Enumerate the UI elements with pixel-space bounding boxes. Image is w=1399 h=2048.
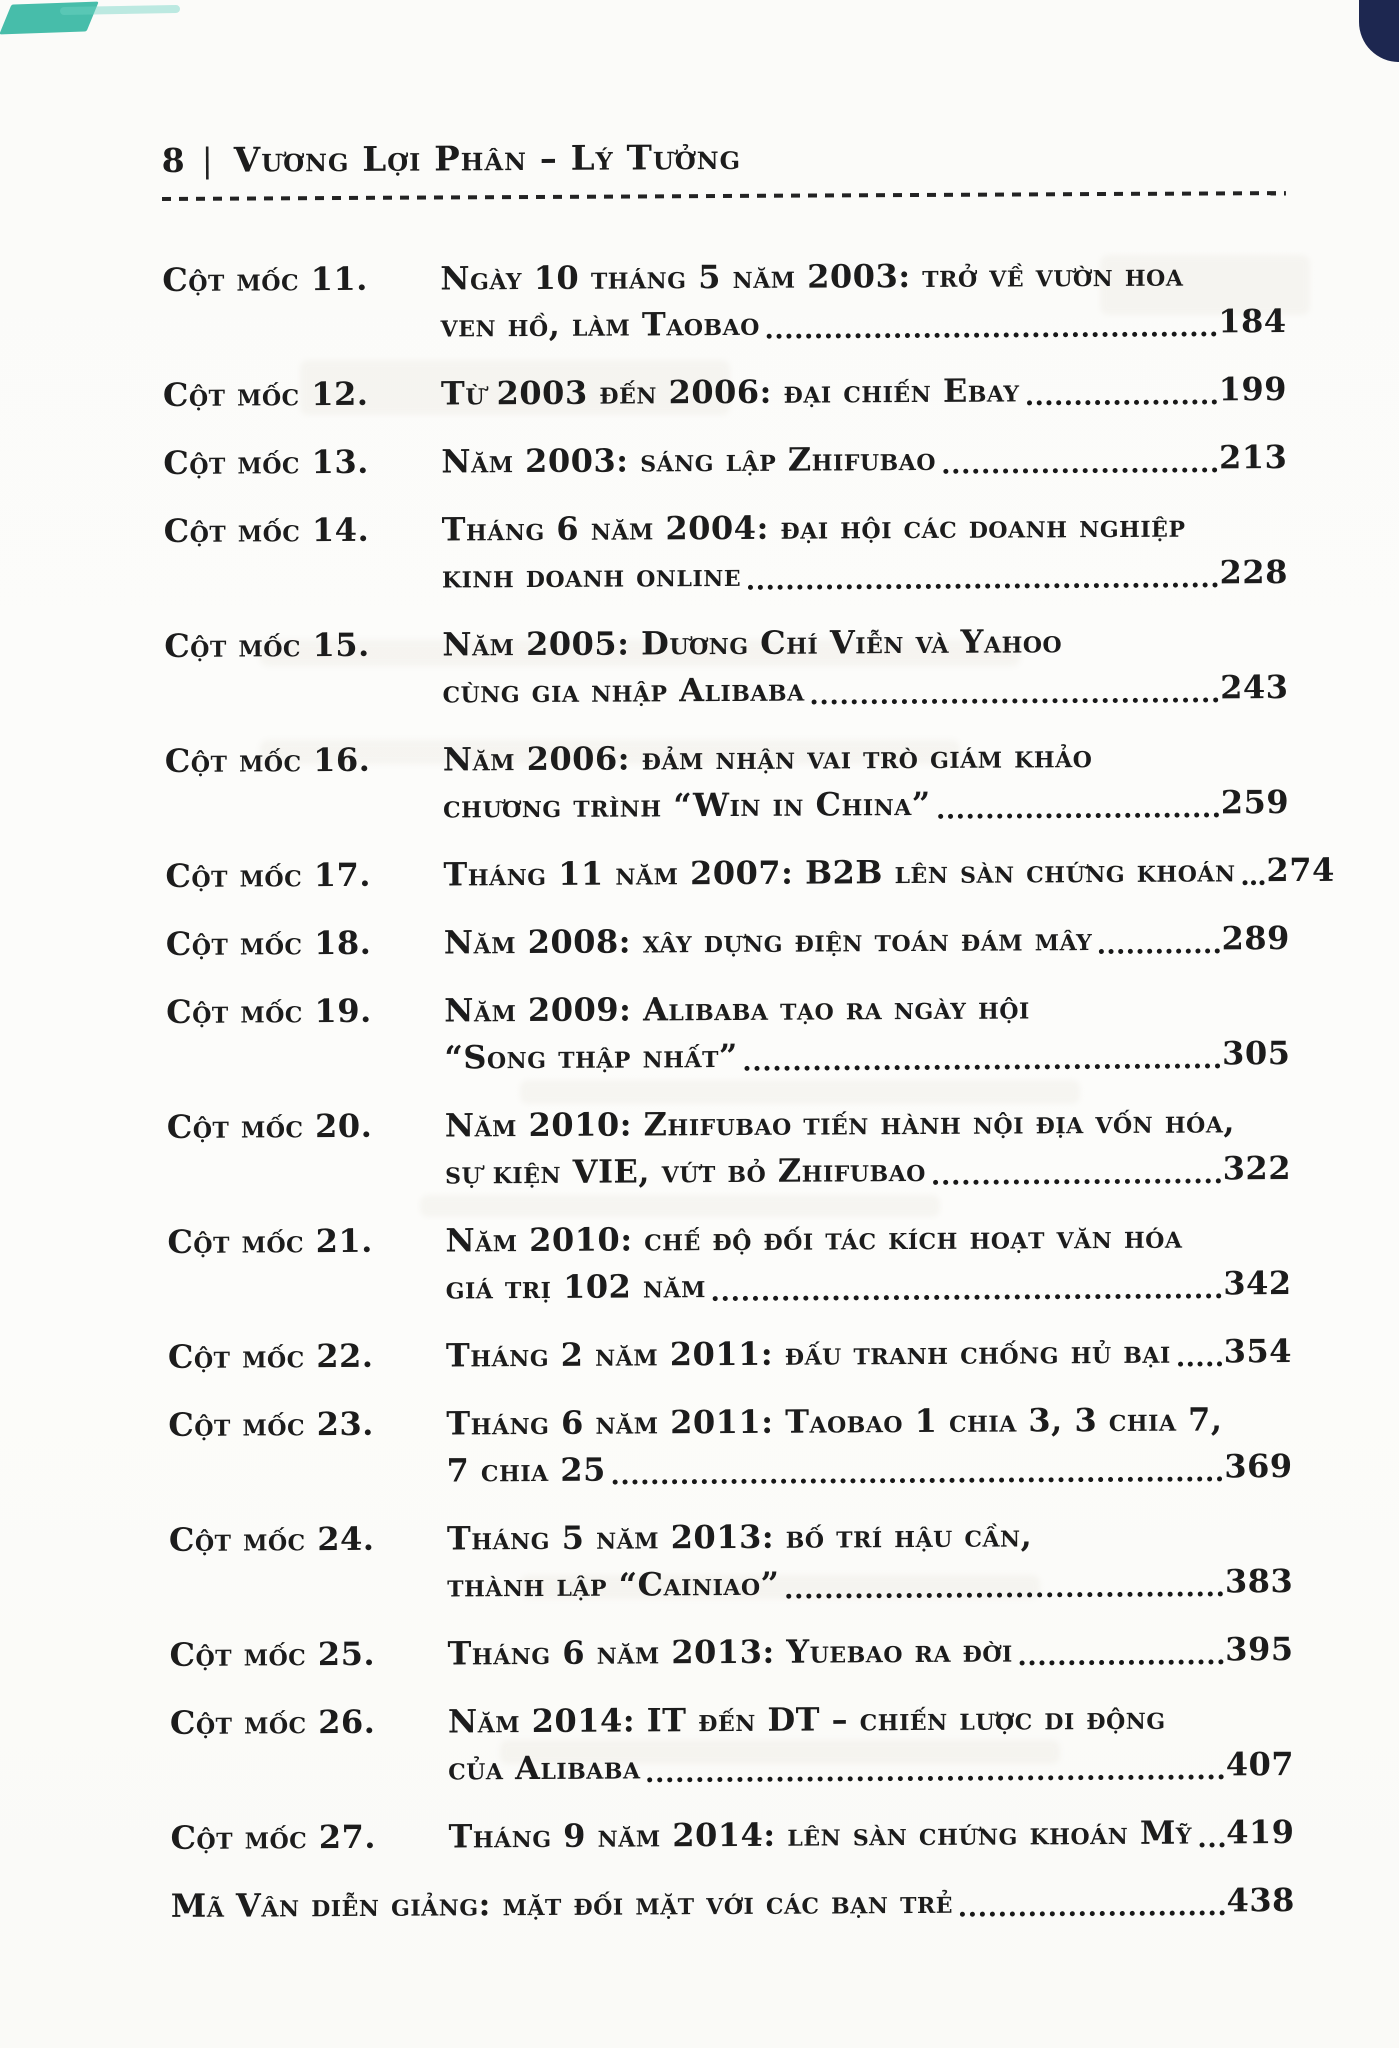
toc-entry-line	[447, 1558, 1293, 1609]
toc-entry-body	[445, 1098, 1291, 1196]
toc-entry-title: sự kiện VIE, vứt bỏ Zhifubao	[444, 1150, 926, 1192]
dot-leader	[1020, 1626, 1224, 1665]
table-of-contents	[162, 251, 1335, 1930]
toc-entry-page: 259	[1220, 783, 1290, 822]
toc-entry-page: 184	[1218, 302, 1287, 341]
toc-entry-title: chương trình “Win in China”	[443, 784, 931, 826]
toc-entry-label: Cột mốc 20.	[166, 1106, 373, 1146]
toc-entry-line	[448, 1741, 1294, 1792]
toc-entry-title: Tháng 6 năm 2004: đại hội các doanh nghiệp	[441, 506, 1186, 549]
toc-entry-title: “Song thập nhất”	[444, 1036, 738, 1077]
toc-entry-label: Cột mốc 18.	[165, 923, 372, 963]
toc-entry-page: 199	[1218, 370, 1288, 409]
toc-entry	[168, 1396, 1292, 1496]
toc-entry-page: 322	[1222, 1149, 1292, 1188]
toc-entry-title: Năm 2014: IT đến DT – chiến lược di động	[447, 1698, 1166, 1741]
toc-entry-page: 383	[1224, 1562, 1294, 1601]
toc-entry-page: 419	[1226, 1813, 1295, 1852]
toc-entry-label: Cột mốc 25.	[169, 1634, 376, 1674]
toc-entry	[165, 847, 1335, 900]
toc-entry-page: 342	[1223, 1264, 1292, 1303]
dot-leader	[713, 1260, 1222, 1301]
toc-entry	[166, 983, 1290, 1083]
toc-entry	[169, 1511, 1293, 1611]
toc-entry	[163, 366, 1287, 419]
toc-entry-line	[448, 1809, 1294, 1860]
toc-entry-page: 213	[1218, 438, 1288, 477]
toc-entry-label: Cột mốc 15.	[164, 625, 370, 665]
dot-leader	[938, 779, 1219, 818]
toc-entry-label: Cột mốc 22.	[167, 1336, 374, 1376]
toc-entry-title: Từ 2003 đến 2006: đại chiến Ebay	[440, 371, 1020, 413]
toc-entry-label: Cột mốc 12.	[162, 374, 369, 414]
dot-leader	[786, 1558, 1223, 1598]
toc-entry-line	[442, 664, 1288, 715]
toc-entry-label: Cột mốc 21.	[167, 1221, 373, 1261]
toc-entry-body	[443, 732, 1289, 830]
dot-leader	[1242, 847, 1264, 885]
toc-entry-line	[446, 1443, 1292, 1494]
toc-entry-page: 395	[1225, 1630, 1294, 1669]
toc-entry-line	[446, 1396, 1292, 1447]
toc-entry	[164, 502, 1288, 602]
toc-entry-label: Cột mốc 14.	[163, 510, 370, 550]
toc-entry	[163, 434, 1287, 487]
toc-entry-line	[444, 915, 1290, 966]
toc-entry-body	[446, 1328, 1292, 1379]
toc-entry-title: giá trị 102 năm	[445, 1267, 707, 1307]
toc-entry-line	[443, 732, 1289, 783]
toc-entry-title: Tháng 2 năm 2011: đấu tranh chống hủ bại	[445, 1332, 1171, 1375]
toc-entry-title: Năm 2005: Dương Chí Viễn và Yahoo	[442, 622, 1063, 664]
toc-entry-title: kinh doanh online	[441, 555, 742, 596]
toc-entry-line	[440, 251, 1286, 302]
toc-entry-line	[448, 1694, 1294, 1745]
dot-leader	[811, 664, 1218, 704]
toc-entry	[162, 251, 1286, 351]
toc-entry-title: Tháng 6 năm 2011: Taobao 1 chia 3, 3 chia 7,	[446, 1400, 1223, 1443]
toc-entry	[166, 915, 1290, 968]
toc-entry	[164, 617, 1288, 717]
dot-leader	[748, 549, 1218, 589]
toc-entry-page: 305	[1222, 1034, 1291, 1073]
toc-entry	[165, 732, 1289, 832]
dot-leader	[647, 1741, 1224, 1782]
toc-entry-line	[442, 549, 1288, 600]
toc-entry-page: 354	[1223, 1332, 1293, 1371]
toc-entry	[170, 1809, 1294, 1862]
toc-entry-body	[448, 1694, 1294, 1792]
header-separator: |	[201, 140, 214, 180]
toc-entry-body	[440, 251, 1286, 349]
toc-entry-line	[445, 1145, 1291, 1196]
toc-entry-title: Mã Vân diễn giảng: mặt đối mặt với các bạn trẻ	[170, 1882, 954, 1925]
toc-entry-body	[441, 434, 1287, 485]
page-number: 8	[161, 140, 186, 180]
toc-entry-body	[441, 366, 1287, 417]
toc-entry	[168, 1328, 1292, 1381]
toc-entry-title: Tháng 9 năm 2014: lên sàn chứng khoán Mỹ	[448, 1813, 1193, 1856]
toc-entry-label: Cột mốc 16.	[164, 740, 371, 780]
toc-entry-label: Cột mốc 13.	[163, 442, 369, 482]
toc-entry-line	[444, 983, 1290, 1034]
book-title: Vương Lợi Phân – Lý Tưởng	[233, 137, 742, 181]
dot-leader	[745, 1030, 1221, 1070]
toc-entry-line	[441, 434, 1287, 485]
toc-entry-title: Năm 2010: chế độ đối tác kích hoạt văn hóa	[445, 1217, 1183, 1260]
toc-entry	[170, 1694, 1294, 1794]
toc-entry-page: 228	[1219, 553, 1289, 592]
toc-entry-body	[446, 1396, 1292, 1494]
toc-entry-title: Tháng 6 năm 2013: Yuebao ra đời	[447, 1631, 1013, 1673]
toc-entry-title: ven hồ, làm Taobao	[440, 304, 760, 345]
dot-leader	[1099, 915, 1219, 954]
page-header	[162, 135, 1286, 181]
dot-leader	[613, 1443, 1223, 1484]
toc-entry-line	[445, 1098, 1291, 1149]
toc-entry-body	[447, 1511, 1293, 1609]
toc-entry-body	[447, 1626, 1293, 1677]
toc-entry-line	[446, 1328, 1292, 1379]
toc-entry-line	[171, 1877, 1295, 1930]
toc-entry	[169, 1626, 1293, 1679]
toc-entry-line	[447, 1626, 1293, 1677]
toc-entry-label: Cột mốc 27.	[170, 1817, 377, 1857]
toc-entry-page: 289	[1221, 919, 1290, 958]
toc-entry-line	[442, 617, 1288, 668]
toc-entry-body	[443, 847, 1335, 898]
toc-entry-label: Cột mốc 26.	[169, 1702, 376, 1742]
dot-leader	[1026, 366, 1216, 405]
toc-entry-label: Cột mốc 11.	[162, 259, 368, 299]
toc-entry-body	[444, 915, 1290, 966]
toc-entry-body	[444, 983, 1290, 1081]
toc-entry-page: 438	[1226, 1881, 1295, 1920]
toc-entry-body	[445, 1213, 1291, 1311]
toc-entry-body	[448, 1809, 1294, 1860]
toc-entry-page: 369	[1224, 1447, 1293, 1486]
toc-entry-line	[446, 1260, 1292, 1311]
toc-entry	[167, 1213, 1291, 1313]
toc-entry-body	[171, 1877, 1295, 1930]
dot-leader	[943, 434, 1217, 473]
toc-entry-title: Tháng 5 năm 2013: bố trí hậu cần,	[446, 1516, 1033, 1558]
navy-cover-corner	[1359, 0, 1399, 62]
toc-entry-title: Năm 2010: Zhifubao tiến hành nội địa vốn hóa,	[444, 1102, 1236, 1145]
toc-entry-title: Ngày 10 tháng 5 năm 2003: trở về vườn hoa	[440, 255, 1184, 298]
toc-entry-title: Năm 2003: sáng lập Zhifubao	[441, 439, 937, 481]
toc-entry-body	[442, 617, 1288, 715]
dashed-divider	[162, 191, 1286, 201]
toc-entry-page: 407	[1225, 1745, 1295, 1784]
dot-leader	[960, 1877, 1225, 1916]
toc-entry-label: Cột mốc 24.	[168, 1519, 375, 1559]
toc-entry-title: của Alibaba	[448, 1748, 641, 1788]
toc-entry-title: Năm 2006: đảm nhận vai trò giám khảo	[442, 737, 1093, 779]
toc-entry-label: Cột mốc 17.	[165, 855, 372, 895]
dot-leader	[1199, 1809, 1224, 1847]
toc-entry-title: Năm 2009: Alibaba tạo ra ngày hội	[444, 988, 1030, 1030]
toc-entry-line	[447, 1511, 1293, 1562]
toc-entry-page: 243	[1220, 668, 1289, 707]
toc-entry-line	[443, 779, 1289, 830]
toc-entry-line	[441, 366, 1287, 417]
dot-leader	[767, 298, 1217, 338]
toc-entry-label: Cột mốc 19.	[166, 991, 372, 1031]
toc-entry-line	[440, 298, 1286, 349]
toc-entry-title: cùng gia nhập Alibaba	[442, 670, 805, 711]
toc-entry	[171, 1877, 1295, 1930]
toc-entry-line	[442, 502, 1288, 553]
toc-entry-title: Tháng 11 năm 2007: B2B lên sàn chứng khoán	[443, 851, 1236, 894]
toc-entry-page: 274	[1266, 850, 1335, 890]
toc-entry-line	[444, 1030, 1290, 1081]
toc-entry	[167, 1098, 1291, 1198]
toc-entry-line	[445, 1213, 1291, 1264]
toc-entry-line	[443, 847, 1335, 898]
toc-entry-label: Cột mốc 23.	[168, 1404, 374, 1444]
toc-entry-title: thành lập “Cainiao”	[447, 1564, 780, 1605]
dot-leader	[1178, 1328, 1222, 1366]
scanned-page-content	[161, 0, 1335, 1951]
dot-leader	[933, 1145, 1221, 1185]
toc-entry-title: 7 chia 25	[446, 1450, 606, 1490]
toc-entry-body	[442, 502, 1288, 600]
toc-entry-title: Năm 2008: xây dựng điện toán đám mây	[443, 920, 1093, 962]
